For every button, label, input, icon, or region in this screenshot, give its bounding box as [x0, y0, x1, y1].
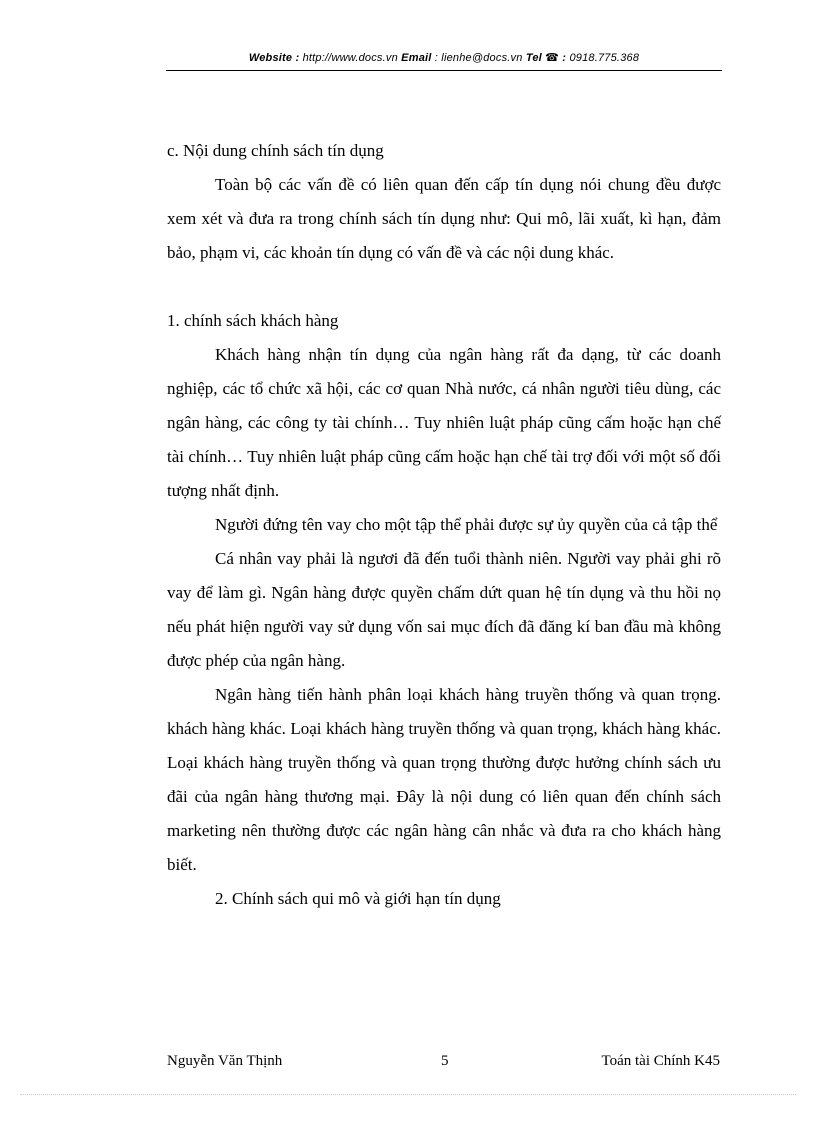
page-footer	[167, 1053, 720, 1075]
footer-page-number: 5	[441, 1053, 449, 1069]
section-1-paragraph-3: Cá nhân vay phải là ngươi đã đến tuổi thành niên. Người vay phải ghi rõ vay để làm gì. Ngân hàng được quyền chấm dứt quan hệ tín dụng và thu hồi nọ nếu phát hiện người vay sử dụng vốn sai mục đích đã đăng kí ban đầu mà không được phép của ngân hàng.	[167, 549, 721, 670]
tel-number: 0918.775.368	[569, 52, 640, 64]
header-divider	[166, 70, 722, 71]
email-label: Email	[401, 52, 432, 64]
page-bottom-border	[20, 1094, 796, 1095]
email-address[interactable]: : lienhe@docs.vn	[434, 52, 523, 64]
section-1-paragraph-2: Người đứng tên vay cho một tập thể phải được sự ủy quyền của cả tập thể	[215, 515, 718, 534]
paragraph-gap	[167, 270, 721, 304]
section-1-title: 1. chính sách khách hàng	[167, 311, 339, 330]
page-header	[166, 51, 722, 64]
section-2-title: 2. Chính sách qui mô và giới hạn tín dụng	[215, 889, 501, 908]
section-c-paragraph: Toàn bộ các vấn đề có liên quan đến cấp tín dụng nói chung đều được xem xét và đưa ra trong chính sách tín dụng như: Qui mô, lãi xuất, kì hạn, đảm bảo, phạm vi, các khoản tín dụng có vấn đề và các nội dung khác.	[167, 175, 721, 262]
document-body	[167, 134, 721, 916]
section-1-paragraph-4: Ngân hàng tiến hành phân loại khách hàng truyền thống và quan trọng. khách hàng khác. Loại khách hàng truyền thống và quan trọng, khách hàng khác. Loại khách hàng truyền thống và quan trọng thường được hưởng chính sách ưu đãi của ngân hàng thương mại. Đây là nội dung có liên quan đến chính sách marketing nên thường được các ngân hàng cân nhắc và đưa ra cho khách hàng biết.	[167, 685, 721, 874]
footer-course: Toán tài Chính K45	[601, 1053, 720, 1069]
website-url[interactable]: http://www.docs.vn	[302, 52, 398, 64]
tel-label: Tel ☎ :	[525, 52, 567, 64]
section-c-title: c. Nội dung chính sách tín dụng	[167, 141, 384, 160]
website-label: Website :	[248, 52, 300, 64]
footer-author: Nguyễn Văn Thịnh	[167, 1053, 283, 1069]
section-1-paragraph-1: Khách hàng nhận tín dụng của ngân hàng rất đa dạng, từ các doanh nghiệp, các tổ chức xã hội, các cơ quan Nhà nước, cá nhân người tiêu dùng, các ngân hàng, các công ty tài chính… Tuy nhiên luật pháp cũng cấm hoặc hạn chế tài chính… Tuy nhiên luật pháp cũng cấm hoặc hạn chế tài trợ đối với một số đối tượng nhất định.	[167, 345, 721, 500]
